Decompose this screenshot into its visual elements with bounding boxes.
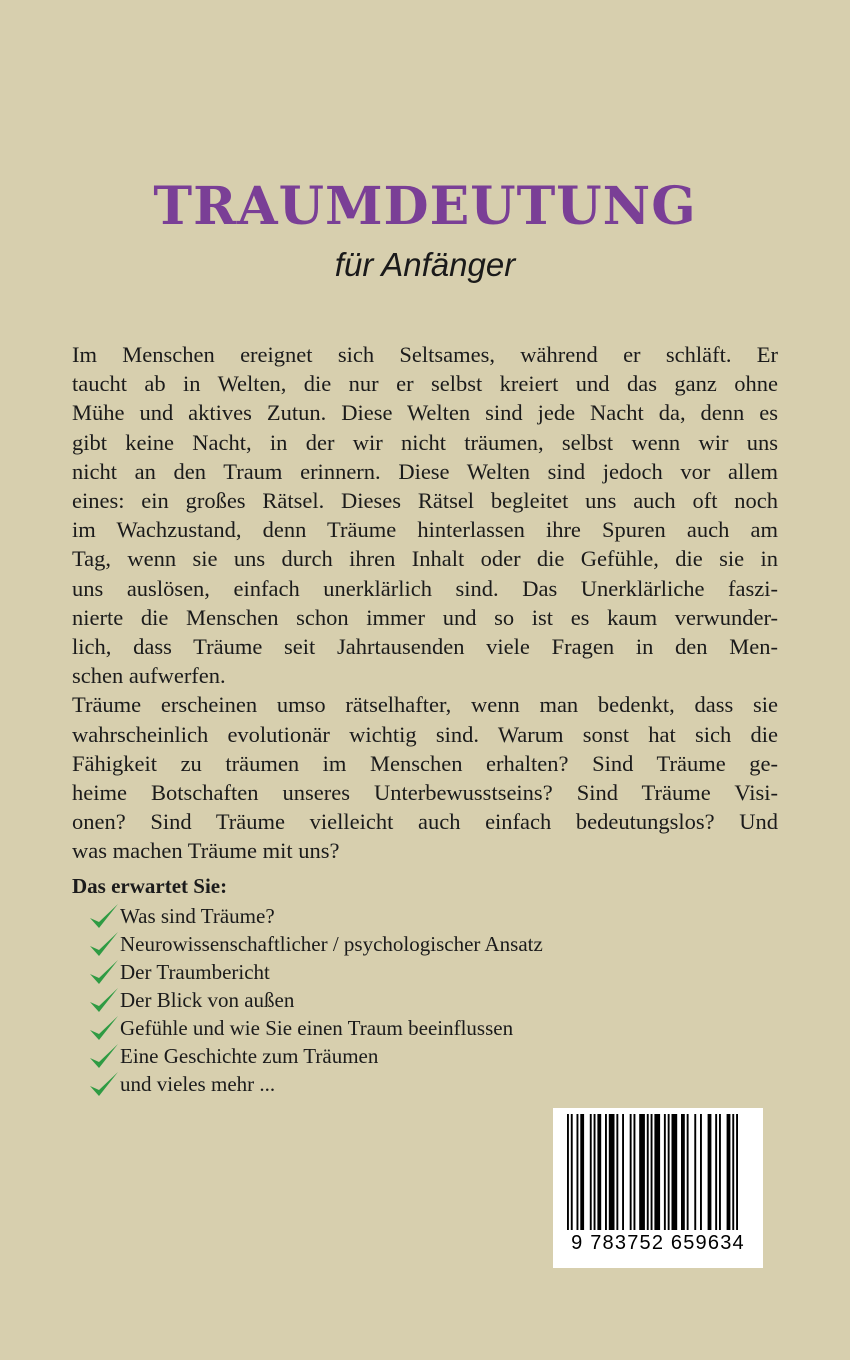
barcode-bar (708, 1114, 712, 1230)
barcode-bar (687, 1114, 689, 1230)
barcode-bar (736, 1114, 738, 1230)
barcode-bar (639, 1114, 645, 1230)
text-line: im Wachzustand, denn Träume hinterlassen ihre Spuren auch am (72, 517, 778, 543)
checkmark-icon (88, 1041, 120, 1071)
checkmark-icon (88, 901, 120, 931)
text-line: was machen Träume mit uns? (72, 838, 340, 864)
book-title: TRAUMDEUTUNG (153, 176, 697, 237)
barcode-bar (609, 1114, 615, 1230)
barcode-bar (605, 1114, 607, 1230)
text-line: nicht an den Traum erinnern. Diese Welten sind jedoch vor allem (72, 458, 778, 484)
feature-item (88, 1071, 543, 1099)
description-paragraph-2 (72, 690, 778, 865)
feature-item-label: Eine Geschichte zum Träumen (120, 1044, 379, 1068)
barcode-bar (597, 1114, 601, 1230)
text-line: eines: ein großes Rätsel. Dieses Rätsel begleitet uns auch oft noch (72, 488, 778, 514)
text-line: Träume erscheinen umso rätselhafter, wenn man bedenkt, dass sie (72, 692, 778, 718)
text-line: Tag, wenn sie uns durch ihren Inhalt oder die Gefühle, die sie in (72, 546, 778, 572)
barcode-bar (681, 1114, 685, 1230)
feature-item-label: Was sind Träume? (120, 904, 275, 928)
text-line: onen? Sind Träume vielleicht auch einfach bedeutungslos? Und (72, 809, 778, 835)
feature-item-label: Neurowissenschaftlicher / psychologischer Ansatz (120, 932, 543, 956)
barcode-bar (647, 1114, 649, 1230)
text-line: wahrscheinlich evolutionär wichtig sind. Warum sonst hat sich die (72, 721, 778, 747)
checkmark-icon (88, 985, 120, 1015)
feature-item (88, 959, 543, 987)
barcode-bar (664, 1114, 666, 1230)
description-paragraph-1 (72, 340, 778, 690)
isbn-barcode (553, 1108, 763, 1268)
text-line: Fähigkeit zu träumen im Menschen erhalten? Sind Träume ge- (72, 750, 778, 776)
barcode-bar (580, 1114, 584, 1230)
barcode-bar (634, 1114, 636, 1230)
text-line: nierte die Menschen schon immer und so ist es kaum verwunder- (72, 604, 778, 630)
feature-item-label: Der Traumbericht (120, 960, 270, 984)
barcode-bar (622, 1114, 624, 1230)
checkmark-icon (88, 957, 120, 987)
text-line: heime Botschaften unseres Unterbewusstseins? Sind Träume Visi- (72, 780, 778, 806)
text-line: taucht ab in Welten, die nur er selbst kreiert und das ganz ohne (72, 371, 778, 397)
feature-item-label: Der Blick von außen (120, 988, 295, 1012)
barcode-bar (727, 1114, 731, 1230)
features-list (88, 903, 543, 1099)
barcode-bar (732, 1114, 734, 1230)
text-line: schen aufwerfen. (72, 663, 226, 689)
barcode-bar (567, 1114, 569, 1230)
features-heading: Das erwartet Sie: (72, 874, 228, 898)
barcode-bar (651, 1114, 653, 1230)
book-subtitle: für Anfänger (334, 246, 516, 283)
feature-item-label: Gefühle und wie Sie einen Traum beeinflussen (120, 1016, 514, 1040)
feature-item-label: und vieles mehr ... (120, 1072, 276, 1096)
feature-item (88, 903, 543, 931)
checkmark-icon (88, 1069, 120, 1099)
barcode-bar (616, 1114, 618, 1230)
text-line: Mühe und aktives Zutun. Diese Welten sind jede Nacht da, denn es (72, 400, 778, 426)
barcode-bar (571, 1114, 573, 1230)
barcode-bar (715, 1114, 717, 1230)
book-description (72, 340, 778, 866)
text-line: gibt keine Nacht, in der wir nicht träumen, selbst wenn wir uns (72, 429, 778, 455)
text-line: uns auslösen, einfach unerklärlich sind. Das Unerklärliche faszi- (72, 575, 778, 601)
feature-item (88, 987, 543, 1015)
text-line: Im Menschen ereignet sich Seltsames, während er schläft. Er (72, 342, 778, 367)
barcode-bar (590, 1114, 592, 1230)
barcode-bars (567, 1114, 749, 1230)
barcode-bar (577, 1114, 579, 1230)
barcode-bar (672, 1114, 678, 1230)
feature-item (88, 931, 543, 959)
barcode-bar (719, 1114, 721, 1230)
checkmark-icon (88, 929, 120, 959)
barcode-bar (668, 1114, 670, 1230)
feature-item (88, 1043, 543, 1071)
barcode-bar (694, 1114, 696, 1230)
checkmark-icon (88, 1013, 120, 1043)
barcode-bar (630, 1114, 632, 1230)
barcode-bar (700, 1114, 702, 1230)
text-line: lich, dass Träume seit Jahrtausenden viele Fragen in den Men- (72, 634, 778, 660)
barcode-bar (594, 1114, 596, 1230)
barcode-bar (654, 1114, 660, 1230)
feature-item (88, 1015, 543, 1043)
isbn-number: 9 783752 659634 (571, 1232, 745, 1254)
